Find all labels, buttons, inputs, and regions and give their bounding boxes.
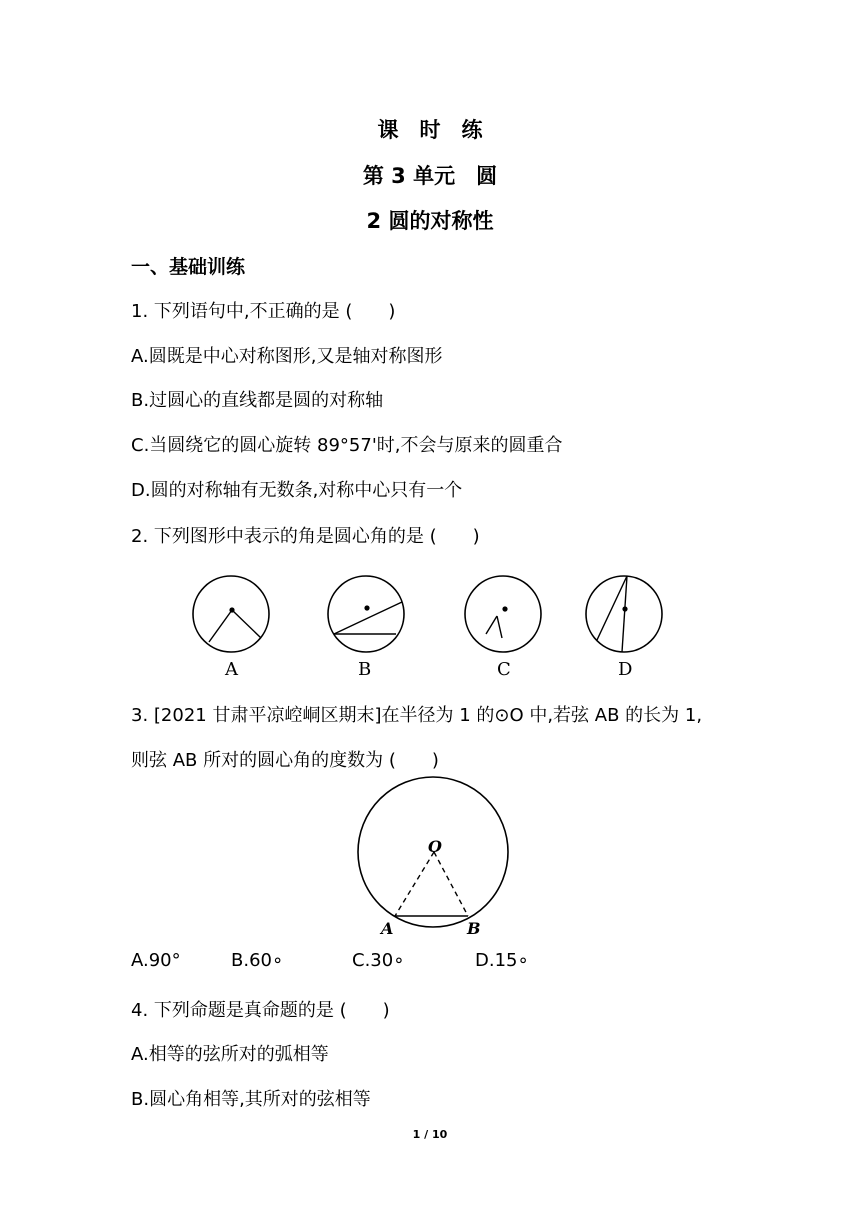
q2-label-c: C <box>497 659 511 680</box>
q2-figure-a <box>193 576 271 680</box>
q1-option-d: D.圆的对称轴有无数条,对称中心只有一个 <box>131 480 463 501</box>
q1-option-c: C.当圆绕它的圆心旋转 89°57'时,不会与原来的圆重合 <box>131 435 563 456</box>
q3-stem-line1: 3. [2021 甘肃平凉崆峒区期末]在半径为 1 的⊙O 中,若弦 AB 的长为 1, <box>131 705 703 726</box>
q3-choice-a: A.90° <box>131 950 181 971</box>
q3-figure <box>355 770 515 940</box>
q3-choice-d: D.15∘ <box>475 950 529 971</box>
unit-title: 第 3 单元 圆 <box>362 164 498 188</box>
q4-option-b: B.圆心角相等,其所对的弦相等 <box>131 1089 371 1110</box>
section-heading: 一、基础训练 <box>131 256 246 278</box>
q3-label-a: A <box>381 919 394 938</box>
q2-label-a: A <box>225 659 238 680</box>
q2-figure-c <box>465 576 543 680</box>
page-number: 1 / 10 <box>412 1128 448 1141</box>
q2-stem: 2. 下列图形中表示的角是圆心角的是 ( ) <box>131 526 480 547</box>
q3-choice-c: C.30∘ <box>352 950 405 971</box>
q3-label-o: O <box>428 837 442 856</box>
q2-figure-b <box>328 576 406 680</box>
lesson-title: 2 圆的对称性 <box>366 209 494 233</box>
doc-title: 课 时 练 <box>377 118 483 142</box>
q3-choice-b: B.60∘ <box>231 950 284 971</box>
q3-label-b: B <box>467 919 481 938</box>
q1-option-b: B.过圆心的直线都是圆的对称轴 <box>131 390 384 411</box>
q2-label-b: B <box>358 659 372 680</box>
q2-figure-d <box>586 576 664 680</box>
q1-option-a: A.圆既是中心对称图形,又是轴对称图形 <box>131 346 443 367</box>
q1-stem: 1. 下列语句中,不正确的是 ( ) <box>131 301 396 322</box>
q3-stem-line2: 则弦 AB 所对的圆心角的度数为 ( ) <box>131 750 439 771</box>
q4-option-a: A.相等的弦所对的弧相等 <box>131 1044 329 1065</box>
q4-stem: 4. 下列命题是真命题的是 ( ) <box>131 1000 390 1021</box>
q2-label-d: D <box>618 659 633 680</box>
